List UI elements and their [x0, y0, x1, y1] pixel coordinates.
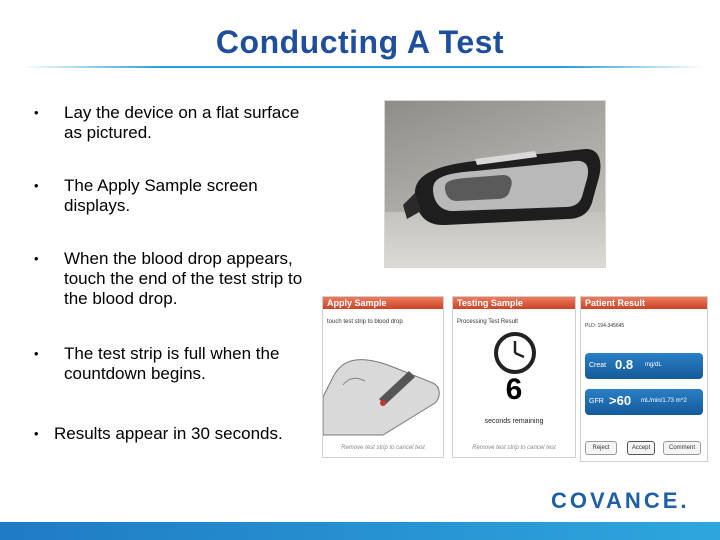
device-photo [384, 100, 606, 268]
screen-header: Apply Sample [323, 297, 443, 309]
clock-icon [493, 331, 537, 375]
bullet-text: The Apply Sample screen displays. [64, 176, 258, 215]
bullet-marker: • [34, 105, 39, 120]
screen-instruction: touch test strip to blood drop [327, 319, 403, 325]
countdown-label: seconds remaining [484, 418, 544, 425]
screen-footer: Remove test strip to cancel test [472, 445, 556, 451]
bullet-text: Lay the device on a flat surface as pictured. [64, 103, 300, 142]
screen-header: Patient Result [581, 297, 707, 309]
patient-result-screen [580, 296, 708, 462]
gfr-label: GFR [589, 398, 604, 405]
covance-logo: COVANCE. [551, 488, 690, 513]
title-underline [22, 66, 704, 68]
gfr-value: >60 [609, 393, 632, 408]
test-strip-illustration [323, 337, 444, 437]
creat-unit: mg/dL [645, 362, 662, 368]
bullet-text: The test strip is full when the countdown begins. [64, 344, 280, 383]
bullet-marker: • [34, 251, 39, 266]
gfr-unit: mL/min/1.73 m^2 [641, 398, 687, 404]
screen-header: Testing Sample [453, 297, 575, 309]
patient-id: PLD: 194-345645 [585, 323, 625, 329]
bullet-text: Results appear in 30 seconds. [54, 424, 283, 443]
bullet-marker: • [34, 426, 39, 441]
analyzer-device-illustration [385, 101, 606, 268]
creat-label: Creat [589, 362, 607, 369]
screen-footer: Remove test strip to cancel test [341, 445, 425, 451]
testing-sample-screen [452, 296, 576, 458]
creat-value: 0.8 [615, 357, 634, 372]
gfr-result-box [585, 389, 703, 415]
reject-button[interactable]: Reject [585, 441, 617, 455]
countdown-value: 6 [505, 373, 523, 406]
bottom-accent-bar [0, 522, 720, 540]
screen-instruction: Processing Test Result [457, 319, 518, 325]
creat-result-box [585, 353, 703, 379]
apply-sample-screen [322, 296, 444, 458]
bullet-text: When the blood drop appears, touch the end of the test strip to the blood drop. [64, 249, 303, 308]
comment-button[interactable]: Comment [663, 441, 701, 455]
slide-title: Conducting A Test [215, 24, 505, 60]
accept-button[interactable]: Accept [627, 441, 655, 455]
bullet-marker: • [34, 178, 39, 193]
bullet-marker: • [34, 346, 39, 361]
